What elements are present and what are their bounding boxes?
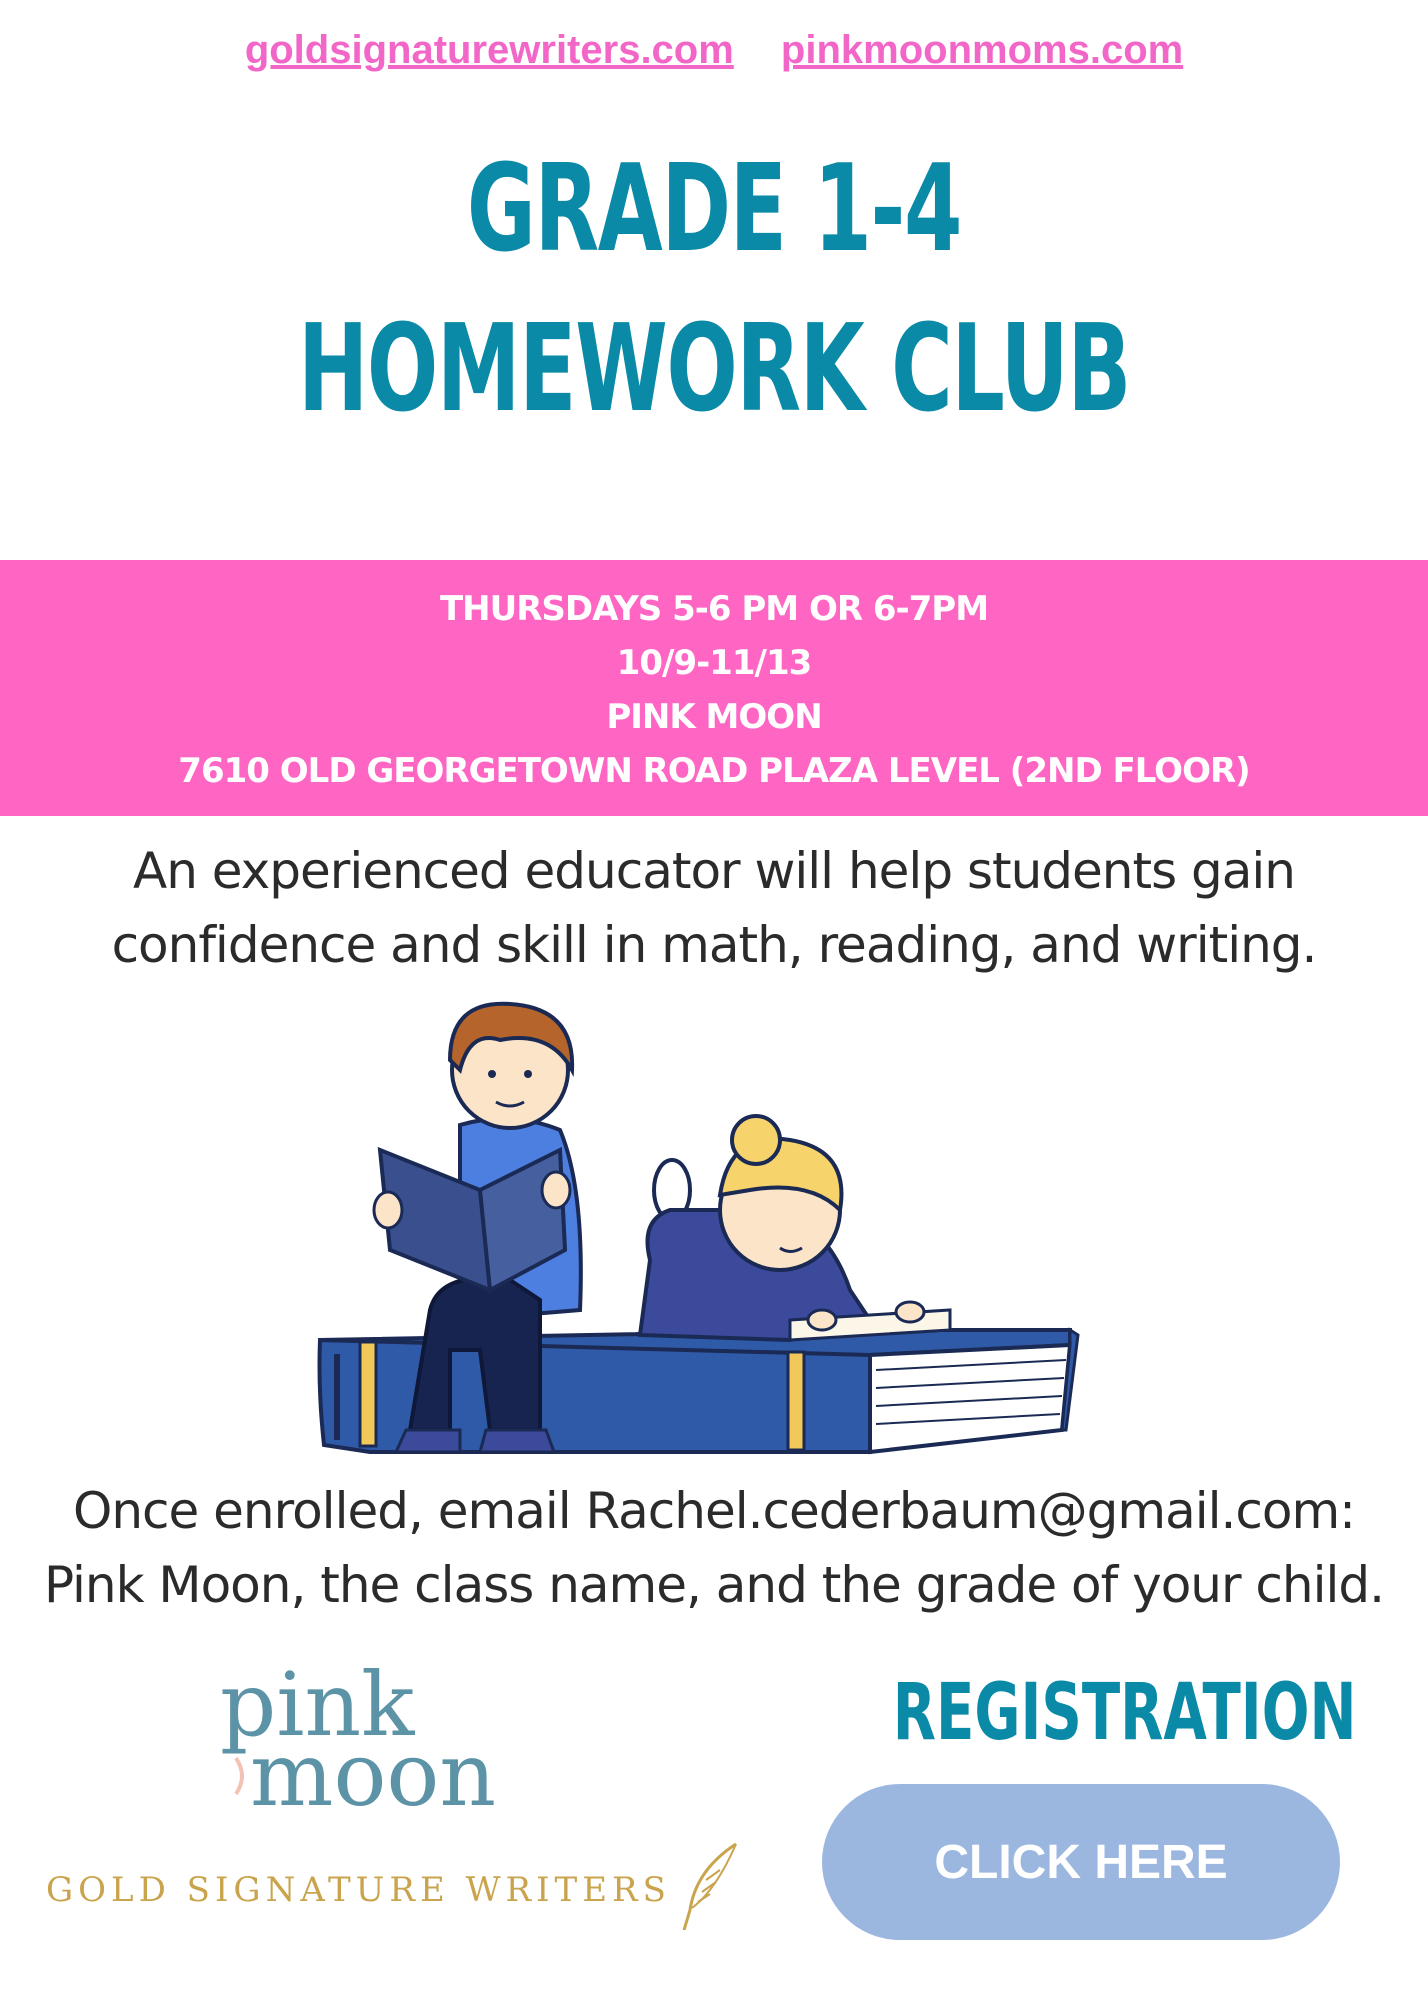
title-line-2: HOMEWORK CLUB	[298, 300, 1130, 439]
logo-word-pink: pink	[220, 1653, 415, 1756]
dates-text: 10/9-11/13	[616, 643, 812, 683]
page-title	[214, 130, 1214, 450]
description-line-2: confidence and skill in math, reading, and writing.	[111, 916, 1317, 974]
schedule-text: THURSDAYS 5-6 PM OR 6-7PM	[439, 589, 989, 629]
click-here-button[interactable]: CLICK HERE	[822, 1784, 1340, 1940]
address-text: 7610 OLD GEORGETOWN ROAD PLAZA LEVEL (2ND FLOOR)	[178, 751, 1250, 791]
registration-title: REGISTRATION	[892, 1668, 1357, 1758]
description-line-1: An experienced educator will help students gain	[133, 842, 1295, 900]
gold-signature-writers-logo: GOLD SIGNATURE WRITERS	[46, 1870, 671, 1910]
enroll-line-1: Once enrolled, email Rachel.cederbaum@gmail.com:	[72, 1482, 1356, 1540]
description	[60, 834, 1368, 982]
feather-icon	[676, 1840, 746, 1936]
enroll-line-2: Pink Moon, the class name, and the grade of your child.	[43, 1556, 1385, 1614]
pink-moon-logo	[220, 1653, 520, 1826]
goldsignaturewriters-link[interactable]: goldsignaturewriters.com	[244, 28, 734, 72]
logo-word-moon: moon	[250, 1723, 497, 1826]
enrollment-instructions	[20, 1474, 1408, 1622]
pinkmoonmoms-link[interactable]: pinkmoonmoms.com	[780, 28, 1184, 72]
details-banner	[0, 560, 1428, 816]
moon-icon	[234, 1756, 248, 1796]
venue-text: PINK MOON	[606, 697, 822, 737]
website-links	[0, 28, 1428, 73]
title-line-1: GRADE 1-4	[466, 140, 962, 279]
children-reading-illustration	[310, 990, 1080, 1470]
girl-reading-icon	[640, 1116, 950, 1340]
